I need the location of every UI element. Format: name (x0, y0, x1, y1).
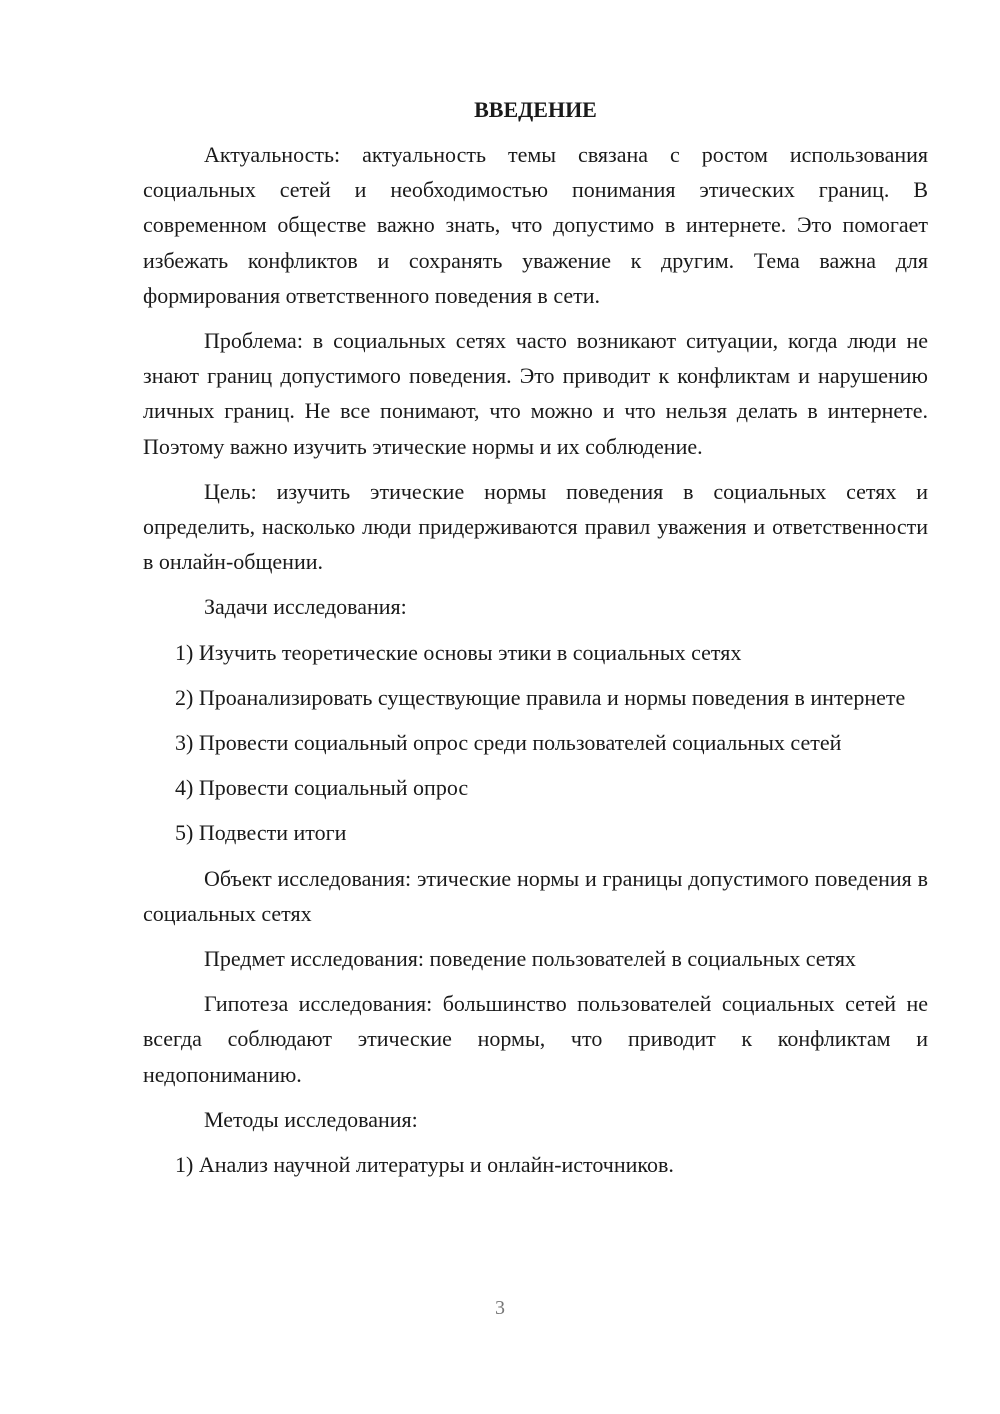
hypothesis-paragraph: Гипотеза исследования: большинство пользователей социальных сетей не всегда соблюдают этические нормы, что приводит к конфликтам и недопониманию. (143, 991, 928, 1087)
page-number: 3 (495, 1297, 505, 1319)
task-item-4: 4) Провести социальный опрос (175, 775, 469, 801)
task-item-2: 2) Проанализировать существующие правила и нормы поведения в интернете (175, 684, 906, 710)
object-paragraph: Объект исследования: этические нормы и границы допустимого поведения в социальных сетях (143, 865, 928, 926)
task-item-1: 1) Изучить теоретические основы этики в социальных сетях (175, 639, 742, 665)
section-heading: ВВЕДЕНИЕ (474, 97, 597, 122)
task-item-3: 3) Провести социальный опрос среди пользователей социальных сетей (175, 730, 842, 756)
methods-title: Методы исследования: (204, 1106, 418, 1132)
goal-paragraph: Цель: изучить этические нормы поведения в социальных сетях и определить, насколько люди придерживаются правил уважения и ответственности в онлайн-общении. (143, 478, 928, 575)
tasks-title: Задачи исследования: (204, 594, 407, 620)
subject-paragraph: Предмет исследования: поведение пользователей в социальных сетях (204, 946, 856, 972)
task-item-5: 5) Подвести итоги (175, 820, 347, 846)
relevance-paragraph: Актуальность: актуальность темы связана с ростом использования социальных сетей и необходимостью понимания этических границ. В современном обществе важно знать, что допустимо в интернете. Это помогает избежать конфликтов и сохранять уважение к другим. Тема важна для формирования ответственного поведения в сети. (143, 142, 928, 308)
document-page (143, 95, 928, 1192)
problem-paragraph: Проблема: в социальных сетях часто возникают ситуации, когда люди не знают границ допустимого поведения. Это приводит к конфликтам и нарушению личных границ. Не все понимают, что можно и что нельзя делать в интернете. Поэтому важно изучить этические нормы и их соблюдение. (143, 328, 928, 459)
method-item-1: 1) Анализ научной литературы и онлайн-источников. (175, 1152, 674, 1178)
